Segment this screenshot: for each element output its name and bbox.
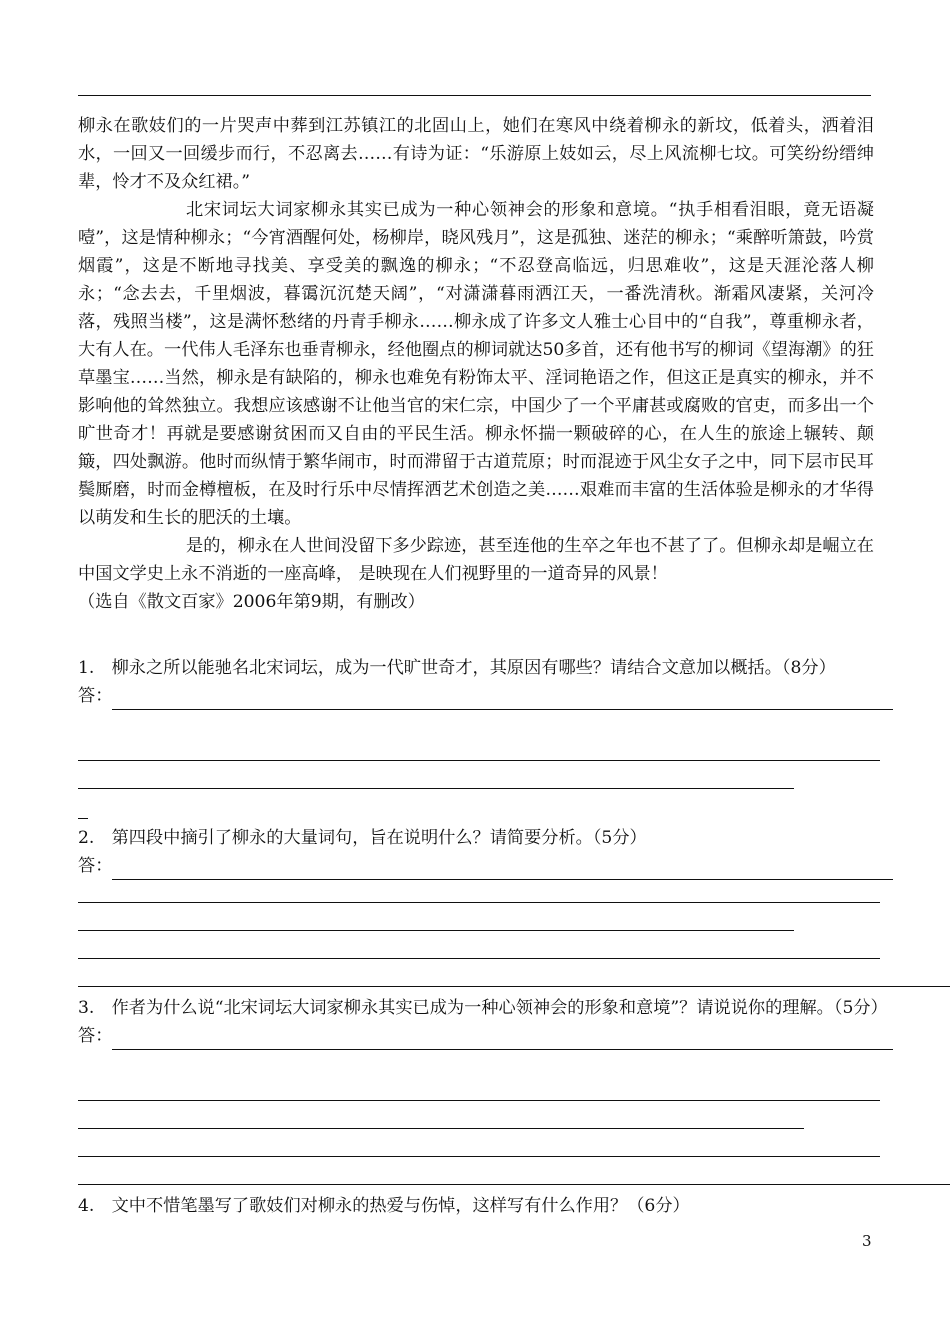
header-rule — [78, 95, 871, 96]
source-citation: （选自《散文百家》2006年第9期，有删改） — [78, 592, 425, 612]
answer-1-line-3[interactable] — [78, 788, 794, 789]
answer-1-row — [78, 682, 893, 710]
question-2 — [78, 824, 893, 880]
question-4 — [78, 1192, 893, 1220]
answer-1-line-2[interactable] — [78, 760, 880, 761]
answer-label: 答： — [78, 1026, 113, 1046]
question-1 — [78, 654, 893, 710]
answer-3-row — [78, 1022, 893, 1050]
answer-2-line-3[interactable] — [78, 930, 794, 931]
paragraph-1: 柳永在歌妓们的一片哭声中葬到江苏镇江的北固山上，她们在寒风中绕着柳永的新坟，低着头，洒着泪水，一回又一回缓步而行，不忍离去……有诗为证：“乐游原上妓如云，尽上风流柳七坟。可笑纷纷缙绅辈，怜才不及众红裙。” — [78, 116, 874, 192]
question-1-text: 1. 柳永之所以能驰名北宋词坛，成为一代旷世奇才，其原因有哪些？请结合文意加以概括。（8分） — [78, 658, 836, 678]
answer-2-line-2[interactable] — [78, 902, 880, 903]
answer-2-row — [78, 852, 893, 880]
answer-2-line-4[interactable] — [78, 958, 880, 959]
answer-3-line-2[interactable] — [78, 1100, 880, 1101]
answer-3-blank[interactable] — [112, 1031, 893, 1050]
paragraph-2: 北宋词坛大词家柳永其实已成为一种心领神会的形象和意境。“执手相看泪眼，竟无语凝噎”，这是情种柳永；“今宵酒醒何处，杨柳岸，晓风残月”，这是孤独、迷茫的柳永；“乘醉听箫鼓，吟赏烟霞”，这是不断地寻找美、享受美的飘逸的柳永；“不忍登高临远，归思难收”，这是天涯沦落人柳永；“念去去，千里烟波，暮霭沉沉楚天阔”，“对潇潇暮雨洒江天，一番洗清秋。渐霜风凄紧，关河冷落，残照当楼”，这是满怀愁绪的丹青手柳永……柳永成了许多文人雅士心目中的“自我”，尊重柳永者，大有人在。一代伟人毛泽东也垂青柳永，经他圈点的柳词就达50多首，还有他书写的柳词《望海潮》的狂草墨宝……当然，柳永是有缺陷的，柳永也难免有粉饰太平、淫词艳语之作，但这正是真实的柳永，并不影响他的耸然独立。我想应该感谢不让他当官的宋仁宗，中国少了一个平庸甚或腐败的官吏，而多出一个旷世奇才！再就是要感谢贫困而又自由的平民生活。柳永怀揣一颗破碎的心，在人生的旅途上辗转、颠簸，四处飘游。他时而纵情于繁华闹市，时而滞留于古道荒原；时而混迹于风尘女子之中，同下层市民耳鬓厮磨，时而金樽檀板，在及时行乐中尽情挥洒艺术创造之美……艰难而丰富的生活体验是柳永的才华得以萌发和生长的肥沃的土壤。 — [78, 200, 874, 528]
answer-1-blank[interactable] — [112, 691, 893, 710]
question-3 — [78, 994, 893, 1050]
paragraph-3: 是的，柳永在人世间没留下多少踪迹，甚至连他的生卒之年也不甚了了。但柳永却是崛立在中国文学史上永不消逝的一座高峰， 是映现在人们视野里的一道奇异的风景！ — [78, 536, 874, 584]
answer-label: 答： — [78, 856, 113, 876]
question-4-text: 4. 文中不惜笔墨写了歌妓们对柳永的热爱与伤悼，这样写有什么作用？（6分） — [78, 1196, 690, 1216]
stray-underline — [78, 818, 88, 819]
question-2-text: 2. 第四段中摘引了柳永的大量词句，旨在说明什么？请简要分析。（5分） — [78, 828, 647, 848]
answer-2-line-5[interactable] — [78, 986, 950, 987]
article-body — [78, 112, 874, 616]
page-number: 3 — [862, 1232, 872, 1250]
answer-3-line-4[interactable] — [78, 1156, 880, 1157]
question-3-text: 3. 作者为什么说“北宋词坛大词家柳永其实已成为一种心领神会的形象和意境”？请说说你的理解。（5分） — [78, 998, 888, 1018]
answer-3-line-3[interactable] — [78, 1128, 804, 1129]
answer-3-line-5[interactable] — [78, 1184, 950, 1185]
answer-label: 答： — [78, 686, 113, 706]
answer-2-blank[interactable] — [112, 861, 893, 880]
